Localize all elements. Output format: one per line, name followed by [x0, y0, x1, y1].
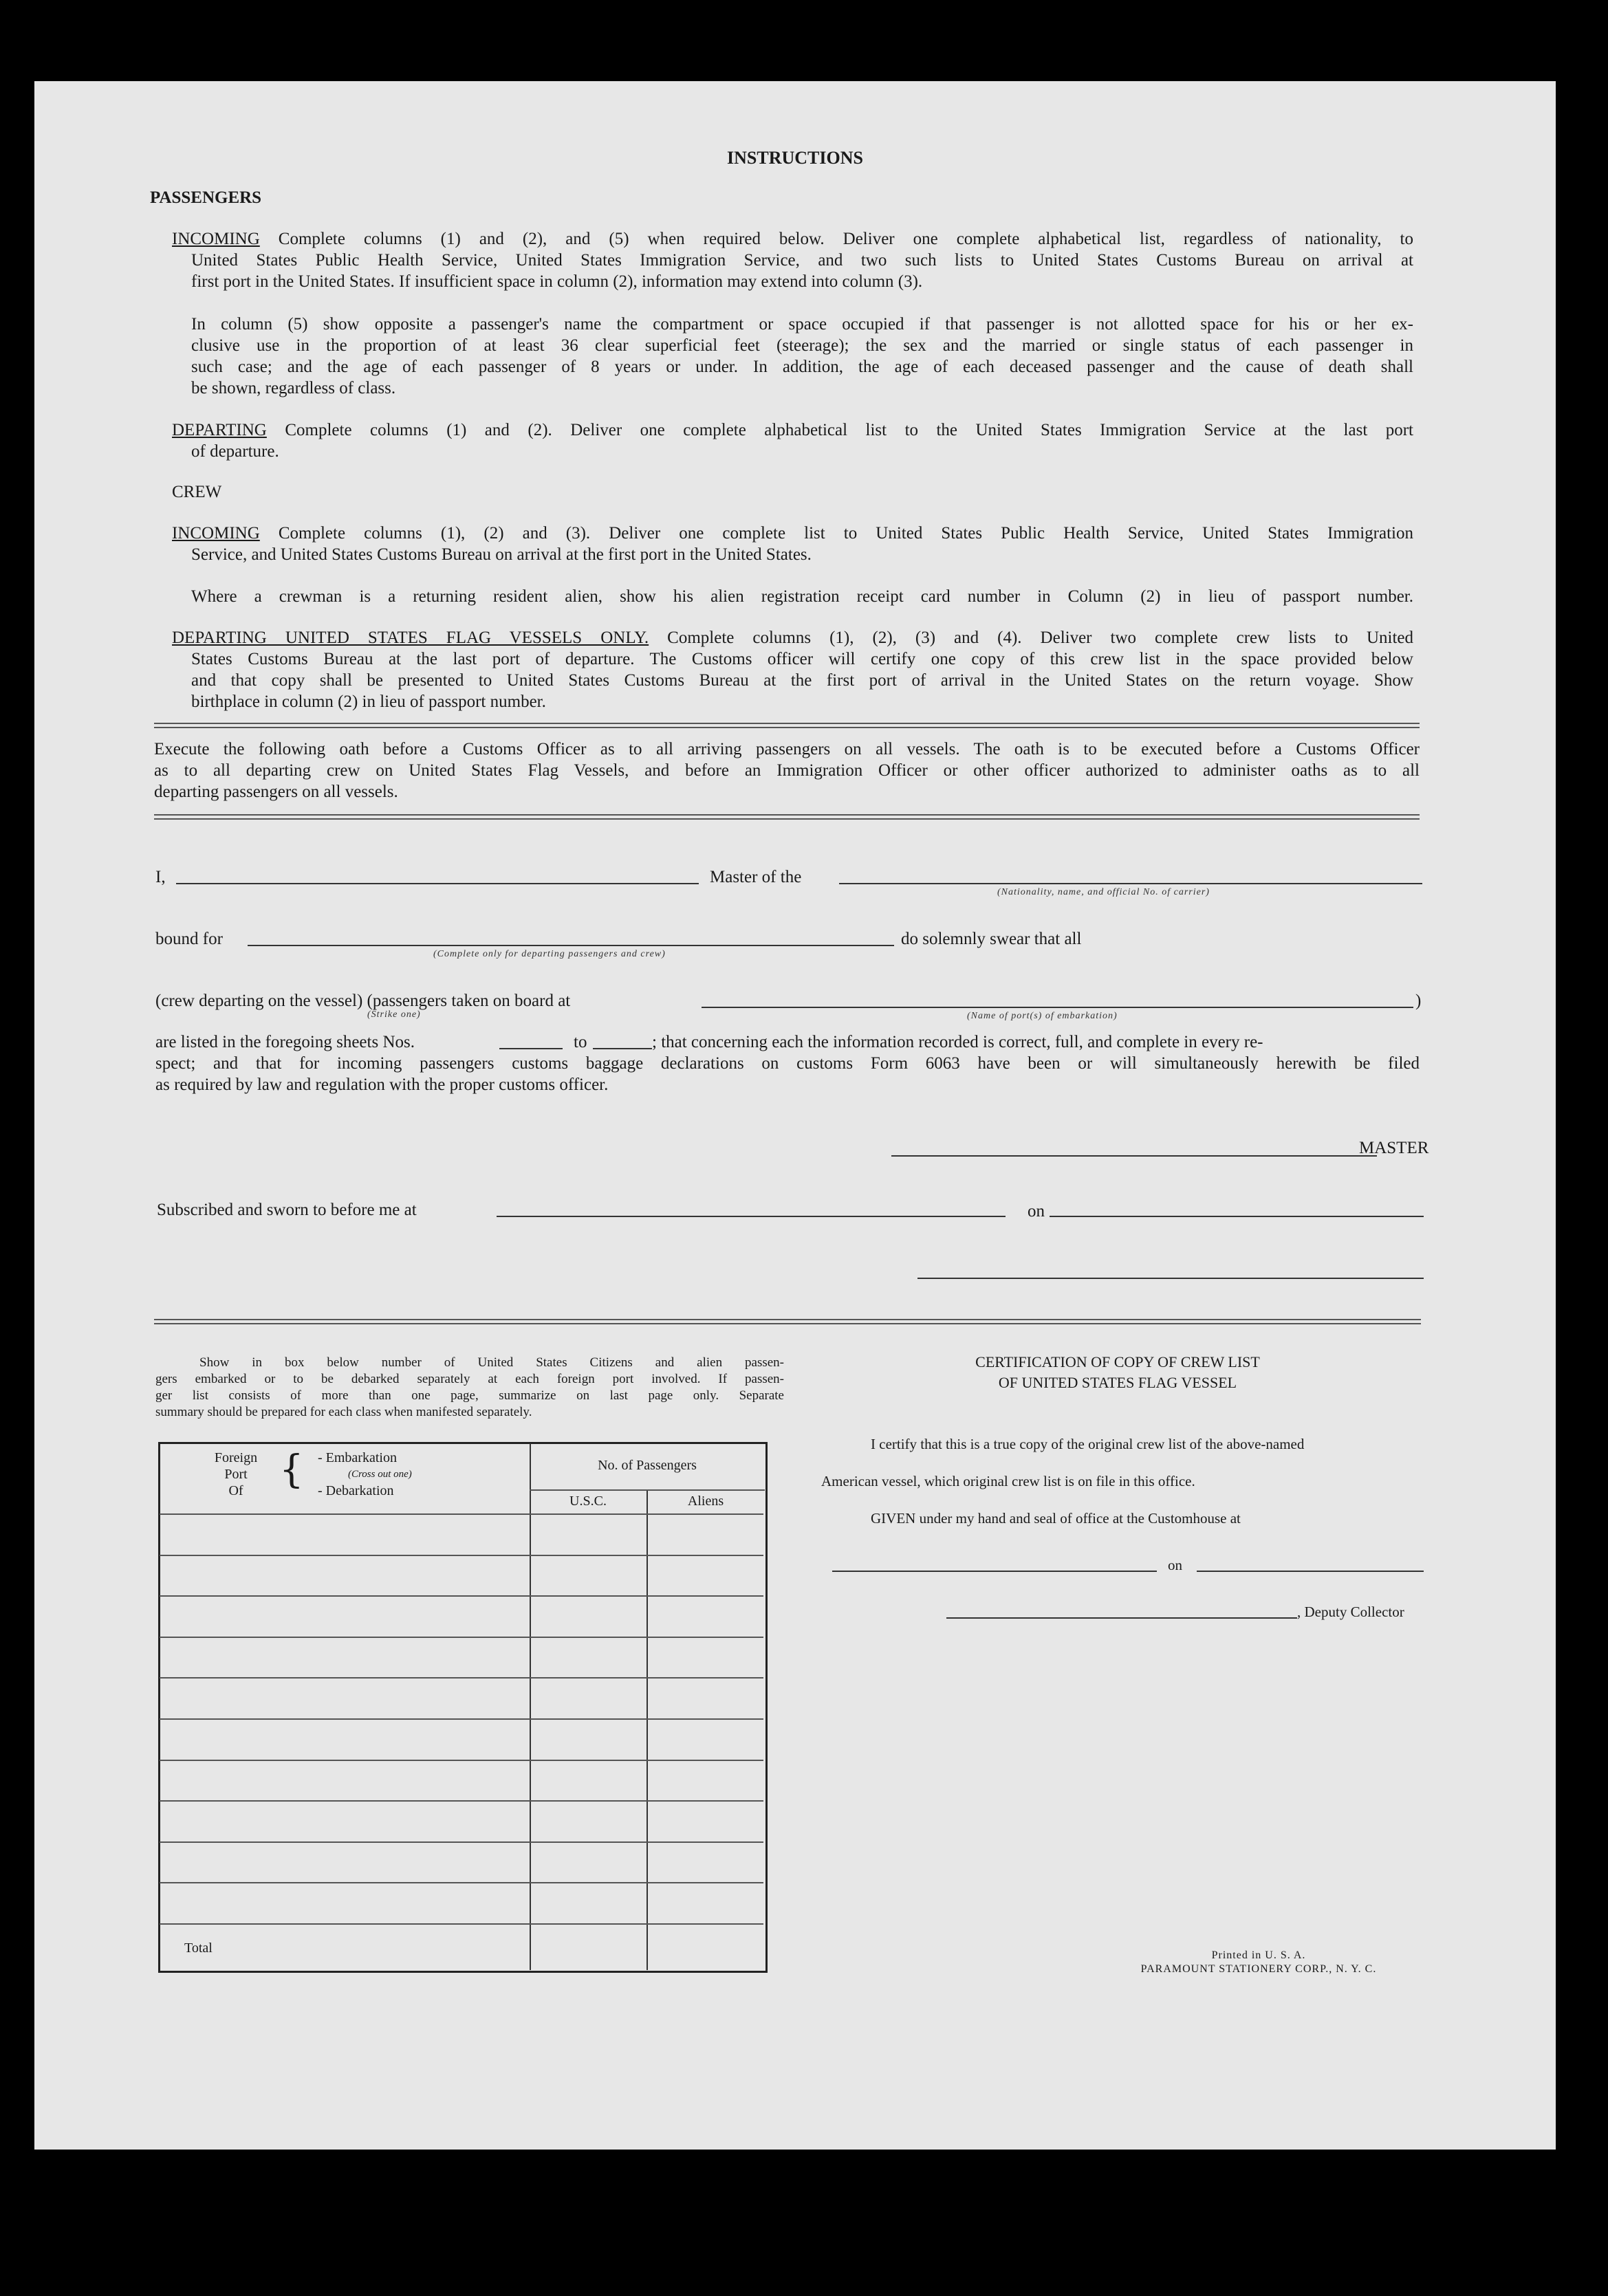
passengers-departing-label: DEPARTING — [172, 421, 267, 439]
master-name-field[interactable] — [176, 883, 699, 884]
divider — [154, 814, 1420, 820]
passengers-departing-line2: of departure. — [191, 442, 279, 461]
passengers-heading: PASSENGERS — [150, 188, 262, 207]
table-row[interactable] — [160, 1513, 763, 1515]
sworn-on-label: on — [1028, 1202, 1045, 1221]
passengers-departing-line1: DEPARTING Complete columns (1) and (2). Deliver one complete alphabetical list to the United States Immigration Service at the last port — [172, 421, 1413, 439]
master-signature-field[interactable] — [891, 1155, 1377, 1157]
aliens-header: Aliens — [687, 1494, 724, 1509]
column5-line1: In column (5) show opposite a passenger's name the compartment or space occupied if that passenger is not allotted space for his or her ex- — [191, 315, 1413, 334]
table-row[interactable] — [160, 1760, 763, 1761]
table-column-divider — [647, 1489, 648, 1970]
sheet-from-field[interactable] — [499, 1048, 563, 1049]
total-label: Total — [184, 1940, 213, 1956]
sheet-to-field[interactable] — [593, 1048, 652, 1049]
crew-heading: CREW — [172, 483, 222, 501]
oath-instructions-line3: departing passengers on all vessels. — [154, 783, 398, 801]
passenger-summary-table — [158, 1442, 768, 1973]
divider — [154, 723, 1420, 728]
passengers-incoming-line1: INCOMING Complete columns (1) and (2), and (5) when required below. Deliver one complete alphabetical list, regardless of nationality, to — [172, 230, 1413, 248]
bound-for-field[interactable] — [248, 945, 894, 946]
crew-departing-line1: DEPARTING UNITED STATES FLAG VESSELS ONLY. Complete columns (1), (2), (3) and (4). Deliver two complete crew lists to United — [172, 628, 1413, 647]
sworn-place-field[interactable] — [497, 1216, 1006, 1217]
table-column-divider — [530, 1443, 531, 1970]
bound-for-label: bound for — [155, 930, 223, 948]
crew-departing-label: DEPARTING UNITED STATES FLAG VESSELS ONLY. — [172, 628, 649, 647]
crew-departing-label: (crew departing on the vessel) (passengers taken on board at — [155, 992, 571, 1010]
crew-departing-line3: and that copy shall be presented to United States Customs Bureau at the first port of arrival in the United States on the return voyage. Show — [191, 671, 1413, 690]
resident-alien-note: Where a crewman is a returning resident alien, show his alien registration receipt card number in Column (2) in lieu of passport number. — [191, 587, 1413, 606]
table-row[interactable] — [160, 1923, 763, 1925]
crew-incoming-line1: INCOMING Complete columns (1), (2) and (3). Deliver one complete list to United States Public Health Service, United States Immigration — [172, 524, 1413, 543]
certify-line2: American vessel, which original crew list is on file in this office. — [821, 1473, 1195, 1489]
carrier-field[interactable] — [839, 883, 1422, 884]
embarkation-ports-field[interactable] — [702, 1007, 1413, 1008]
deputy-signature-field[interactable] — [946, 1617, 1297, 1619]
crew-departing-line2: States Customs Bureau at the last port of departure. The Customs officer will certify one copy of this crew list in the space provided below — [191, 650, 1413, 668]
printer-imprint: Printed in U. S. A. PARAMOUNT STATIONERY CORP., N. Y. C. — [1140, 1949, 1377, 1975]
column5-line3: such case; and the age of each passenger of 8 years or under. In addition, the age of each deceased passenger and the cause of death shall — [191, 358, 1413, 376]
listed-line2: spect; and that for incoming passengers customs baggage declarations on customs Form 6063 have been or will simultaneously herewith be filed — [155, 1054, 1420, 1073]
table-row[interactable] — [160, 1882, 763, 1883]
no-passengers-header: No. of Passengers — [598, 1458, 697, 1473]
table-row[interactable] — [160, 1841, 763, 1843]
table-row[interactable] — [160, 1800, 763, 1802]
column5-line4: be shown, regardless of class. — [191, 379, 396, 397]
table-row[interactable] — [160, 1637, 763, 1638]
summary-instructions: Show in box below number of United States Citizens and alien passen- gers embarked or to be debarked separately at each foreign port involved. If passen- ger list consists of more than one page, summarize on last page only. Separate summary should be prepared for each class when manifested separately. — [155, 1355, 784, 1419]
column5-line2: clusive use in the proportion of at least 36 clear superficial feet (steerage); the sex and the married or single status of each passenger in — [191, 336, 1413, 355]
crew-incoming-line2: Service, and United States Customs Bureau on arrival at the first port in the United States. — [191, 545, 812, 564]
table-row[interactable] — [160, 1718, 763, 1720]
oath-instructions-line2: as to all departing crew on United States Flag Vessels, and before an Immigration Officer or other officer authorized to administer oaths as to all — [154, 761, 1420, 780]
listed-sheets-label: are listed in the foregoing sheets Nos. — [155, 1033, 415, 1051]
swear-label: do solemnly swear that all — [901, 930, 1082, 948]
nationality-caption: (Nationality, name, and official No. of carrier) — [997, 887, 1210, 897]
certification-date-field[interactable] — [1197, 1571, 1424, 1572]
close-paren: ) — [1415, 992, 1422, 1010]
ports-caption: (Name of port(s) of embarkation) — [967, 1011, 1118, 1021]
form-page — [34, 81, 1556, 2150]
certify-line1: I certify that this is a true copy of the original crew list of the above-named — [871, 1436, 1305, 1452]
subscribed-label: Subscribed and sworn to before me at — [157, 1201, 417, 1219]
sworn-date-field[interactable] — [1050, 1216, 1424, 1217]
departing-caption: (Complete only for departing passengers and crew) — [433, 949, 666, 959]
oath-instructions-line1: Execute the following oath before a Customs Officer as to all arriving passengers on all vessels. The oath is to be executed before a Customs Officer — [154, 740, 1420, 758]
crew-incoming-label: INCOMING — [172, 524, 260, 543]
strike-one-caption: (Strike one) — [367, 1009, 421, 1020]
officer-signature-field[interactable] — [917, 1278, 1424, 1279]
listed-text: ; that concerning each the information recorded is correct, full, and complete in every re- — [652, 1033, 1263, 1051]
customhouse-field[interactable] — [832, 1571, 1157, 1572]
certification-on-label: on — [1168, 1557, 1182, 1573]
table-row[interactable] — [160, 1595, 763, 1597]
brace-left: { — [279, 1447, 304, 1492]
table-row[interactable] — [160, 1677, 763, 1679]
embarkation-header: - Embarkation (Cross out one) - Debarkation — [318, 1450, 412, 1498]
page-title: INSTRUCTIONS — [727, 148, 863, 168]
master-of-label: Master of the — [710, 868, 802, 886]
master-label: MASTER — [1359, 1139, 1429, 1157]
listed-to-label: to — [574, 1033, 587, 1051]
certification-title: CERTIFICATION OF COPY OF CREW LIST OF UNITED STATES FLAG VESSEL — [975, 1353, 1260, 1391]
passengers-incoming-line3: first port in the United States. If insufficient space in column (2), information may extend into column (3). — [191, 272, 923, 291]
oath-i-label: I, — [155, 868, 166, 886]
listed-line3: as required by law and regulation with the proper customs officer. — [155, 1075, 609, 1094]
passengers-incoming-label: INCOMING — [172, 230, 260, 248]
divider — [154, 1319, 1421, 1324]
usc-header: U.S.C. — [569, 1494, 607, 1509]
table-header-divider — [530, 1489, 765, 1491]
deputy-collector-label: , Deputy Collector — [1297, 1604, 1404, 1620]
table-row[interactable] — [160, 1555, 763, 1556]
given-line: GIVEN under my hand and seal of office at the Customhouse at — [871, 1510, 1241, 1527]
foreign-port-header: Foreign Port Of — [214, 1450, 258, 1498]
crew-departing-line4: birthplace in column (2) in lieu of passport number. — [191, 692, 546, 711]
passengers-incoming-line2: United States Public Health Service, United States Immigration Service, and two such lists to United States Customs Bureau on arrival at — [191, 251, 1413, 270]
